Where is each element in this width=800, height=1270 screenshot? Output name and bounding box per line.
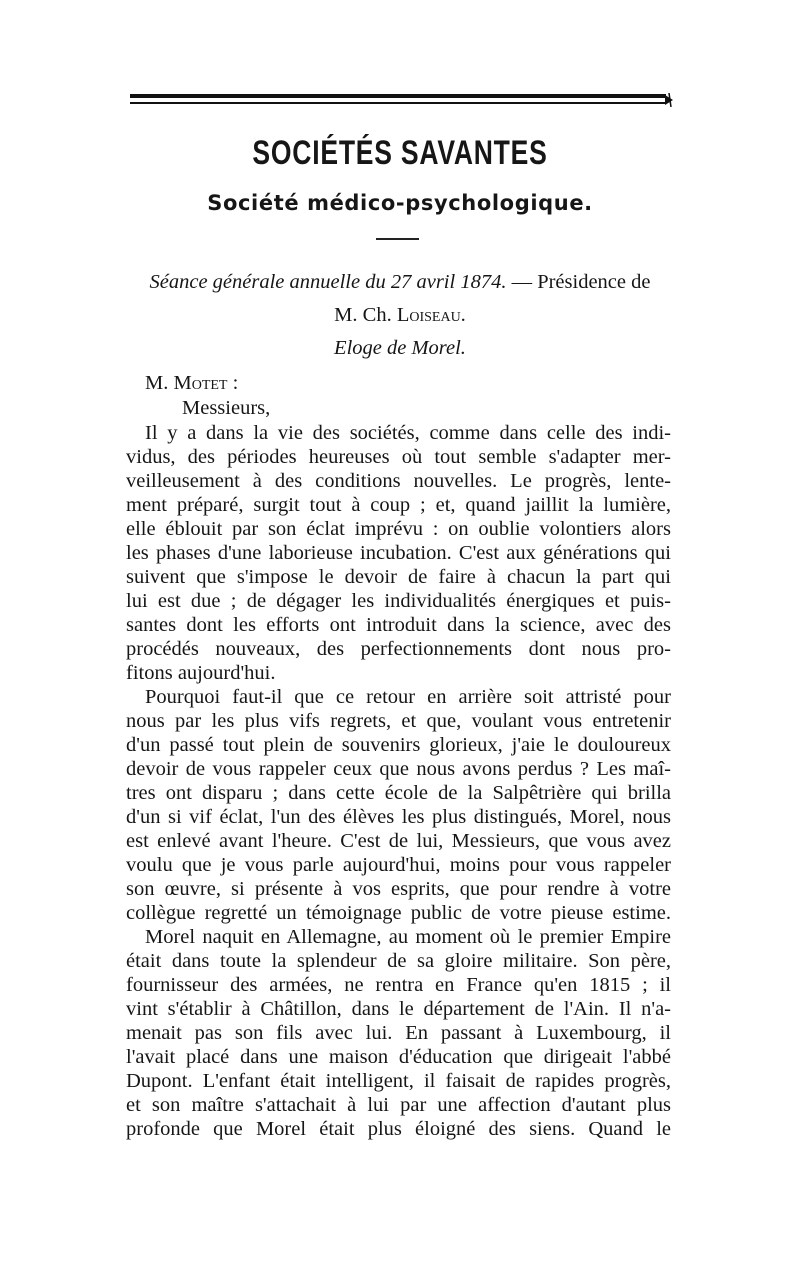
salutation: Messieurs,	[182, 397, 271, 419]
body-line: fitons aujourd'hui.	[126, 662, 276, 684]
body-line: et son maître s'attachait à lui par une affection d'autant plus	[126, 1094, 671, 1116]
session-presidency: — Présidence de	[506, 271, 651, 293]
body-line: vidus, des périodes heureuses où tout semble s'adapter mer-	[126, 446, 671, 468]
session-date: Séance générale annuelle du 27 avril 1874.	[149, 271, 507, 293]
body-line: l'avait placé dans une maison d'éducation que dirigeait l'abbé	[126, 1046, 671, 1068]
body-line: Pourquoi faut-il que ce retour en arrière soit attristé pour	[145, 686, 671, 708]
president-line	[0, 303, 800, 327]
speaker-prefix: M.	[145, 372, 174, 394]
body-line: les phases d'une laborieuse incubation. C'est aux générations qui	[126, 542, 671, 564]
body-line: profonde que Morel était plus éloigné des siens. Quand le	[126, 1118, 671, 1140]
body-line: voulu que je vous parle aujourd'hui, moins pour vous rappeler	[126, 854, 671, 876]
speaker-line	[145, 371, 690, 395]
body-line: fournisseur des armées, ne rentra en France qu'en 1815 ; il	[126, 974, 671, 996]
header-double-rule	[130, 94, 675, 108]
section-title: SOCIÉTÉS SAVANTES	[252, 134, 548, 172]
session-line	[0, 270, 800, 294]
body-line: son œuvre, si présente à vos esprits, que pour rendre à votre	[126, 878, 671, 900]
body-line: lui est due ; de dégager les individualités énergiques et puis-	[126, 590, 671, 612]
body-line: collègue regretté un témoignage public de votre pieuse estime.	[126, 902, 671, 924]
president-name: Loiseau.	[396, 304, 466, 326]
president-prefix: M. Ch.	[334, 304, 397, 326]
header-rule-thin	[130, 102, 666, 104]
body-line: suivent que s'impose le devoir de faire à chacun la part qui	[126, 566, 671, 588]
body-line: ment préparé, surgit tout à coup ; et, quand jaillit la lumière,	[126, 494, 671, 516]
title-separator-rule	[376, 238, 419, 240]
body-line: menait pas son fils avec lui. En passant à Luxembourg, il	[126, 1022, 671, 1044]
body-line: d'un passé tout plein de souvenirs glorieux, j'aie le douloureux	[126, 734, 671, 756]
body-line: Il y a dans la vie des sociétés, comme dans celle des indi-	[145, 422, 671, 444]
body-line: est enlevé avant l'heure. C'est de lui, Messieurs, que vous avez	[126, 830, 671, 852]
body-line: d'un si vif éclat, l'un des élèves les plus distingués, Morel, nous	[126, 806, 671, 828]
speaker-suffix: :	[227, 372, 239, 394]
eulogy-subject: Eloge de Morel.	[334, 337, 466, 359]
body-line: vint s'établir à Châtillon, dans le département de l'Ain. Il n'a-	[126, 998, 671, 1020]
header-rule-thick	[130, 94, 666, 98]
body-line: devoir de vous rappeler ceux que nous avons perdus ? Les maî-	[126, 758, 671, 780]
society-title: Société médico-psychologique.	[207, 191, 593, 215]
body-line: Dupont. L'enfant était intelligent, il faisait de rapides progrès,	[126, 1070, 671, 1092]
body-line: santes dont les efforts ont introduit dans la science, avec des	[126, 614, 671, 636]
body-line: procédés nouveaux, des perfectionnements dont nous pro-	[126, 638, 671, 660]
body-line: tres ont disparu ; dans cette école de la Salpêtrière qui brilla	[126, 782, 671, 804]
rule-ornament-icon	[663, 93, 675, 107]
body-line: veilleusement à des conditions nouvelles. Le progrès, lente-	[126, 470, 671, 492]
speaker-name: Motet	[173, 372, 228, 394]
body-line: Morel naquit en Allemagne, au moment où le premier Empire	[145, 926, 671, 948]
body-line: elle éblouit par son éclat imprévu : on oublie volontiers alors	[126, 518, 671, 540]
body-line: nous par les plus vifs regrets, et que, voulant vous entretenir	[126, 710, 671, 732]
body-line: était dans toute la splendeur de sa gloire militaire. Son père,	[126, 950, 671, 972]
subject-line	[0, 336, 800, 360]
